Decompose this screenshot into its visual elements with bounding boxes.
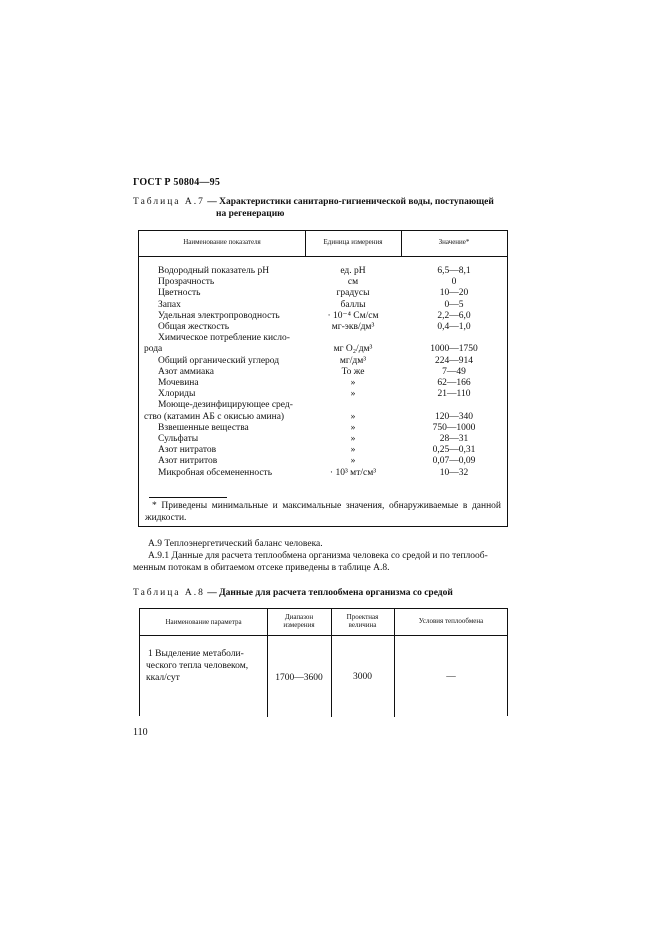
table-a8-col-range bbox=[267, 613, 331, 629]
table-a8-divider bbox=[394, 609, 395, 717]
table-a7-row-name: Общий органический углерод bbox=[158, 355, 280, 366]
table-a7-row-value: 62—166 bbox=[437, 378, 471, 388]
section-a9-title: А.9 Теплоэнергетический баланс человека. bbox=[148, 539, 323, 549]
table-a7-row-unit: » bbox=[350, 378, 356, 388]
table-a7-col-unit: Единица измерения bbox=[323, 238, 383, 246]
table-a7-row-name: Прозрачность bbox=[158, 277, 215, 288]
table-a7-row-name: Азот аммиака bbox=[158, 366, 214, 377]
table-a7-row-value: 0—5 bbox=[444, 299, 464, 310]
table-a7-row-unit: » bbox=[350, 445, 356, 456]
table-a8-row1-name-2: ческого тепла человеком, bbox=[146, 661, 249, 671]
table-a7-row-value: 224—914 bbox=[435, 355, 473, 366]
table-a8-row1-name-3: ккал/сут bbox=[146, 673, 180, 683]
table-a7-row-unit: » bbox=[350, 389, 356, 400]
table-a8-col-name: Наименование параметра bbox=[165, 618, 242, 626]
table-a7-row-unit: То же bbox=[341, 366, 365, 377]
table-a7-row-value: 10—20 bbox=[439, 288, 469, 299]
table-a7-row-value: 10—32 bbox=[439, 467, 469, 478]
table-a8-col-design-l1: Проектная bbox=[346, 613, 379, 621]
table-a8-title: — Данные для расчета теплообмена организма со средой bbox=[204, 588, 453, 598]
table-a7-row-name: Моюще-дезинфицирующее сред- bbox=[158, 400, 293, 411]
table-a7-row-name: Взвешенные вещества bbox=[158, 422, 249, 433]
table-a7-row-name: Мочевина bbox=[158, 378, 199, 388]
table-a7-row-name: Удельная электропроводность bbox=[158, 310, 280, 321]
table-a7 bbox=[138, 230, 508, 527]
table-a8-caption bbox=[133, 587, 453, 599]
table-a8-label: Таблица А.8 bbox=[133, 588, 205, 598]
table-a7-row-unit: градусы bbox=[336, 288, 370, 299]
table-a7-title: — Характеристики санитарно-гигиенической воды, поступающей bbox=[204, 197, 494, 207]
table-a7-row-unit: · 10³ мт/см³ bbox=[329, 467, 377, 478]
table-a8 bbox=[139, 608, 508, 716]
table-a8-header-rule bbox=[140, 635, 507, 636]
table-a7-row-name: Общая жесткость bbox=[158, 322, 230, 332]
table-a7-row-value: 28—31 bbox=[439, 434, 469, 444]
table-a7-row-unit: мг/дм³ bbox=[339, 355, 367, 366]
table-a7-row-value: 1000—1750 bbox=[430, 344, 478, 355]
table-a8-col-design-l2: величина bbox=[348, 621, 377, 629]
table-a7-row-name: Хлориды bbox=[158, 389, 196, 400]
table-a7-row-value: 0,25—0,31 bbox=[432, 445, 476, 456]
table-a7-row-name: Водородный показатель рН bbox=[158, 266, 270, 276]
table-a7-row-value: 0,4—1,0 bbox=[437, 322, 471, 332]
table-a8-row1-conditions: — bbox=[446, 672, 456, 682]
table-a7-row-value: 7—49 bbox=[442, 366, 466, 377]
table-a7-row-unit: баллы bbox=[340, 299, 366, 310]
footnote-rule bbox=[149, 497, 227, 498]
table-a7-row-unit: см bbox=[347, 277, 359, 288]
table-a7-row-name: Азот нитритов bbox=[158, 456, 218, 467]
table-a7-row-value: 2,2—6,0 bbox=[437, 310, 471, 321]
table-a7-title-cont: на регенерацию bbox=[216, 209, 285, 219]
table-a7-col-value: Значение* bbox=[438, 238, 470, 246]
table-a7-row-name: Микробная обсемененность bbox=[158, 467, 273, 478]
section-a9-text-1: А.9.1 Данные для расчета теплообмена организма человека со средой и по теплооб- bbox=[148, 551, 488, 561]
document-header: ГОСТ Р 50804—95 bbox=[133, 177, 221, 188]
table-a7-row-name: Азот нитратов bbox=[158, 445, 217, 456]
table-a7-row-value: 0 bbox=[451, 277, 457, 288]
table-a7-row-unit: мг-экв/дм³ bbox=[331, 322, 375, 332]
page-number: 110 bbox=[133, 727, 148, 738]
table-a7-footnote: * Приведены минимальные и максимальные значения, обнаруживаемые в данной жидкости. bbox=[145, 501, 501, 523]
table-a7-row-unit: мг О₂/дм³ bbox=[333, 344, 373, 355]
table-a7-row-unit: ед. рН bbox=[340, 266, 366, 276]
table-a8-col-range-l1: Диапазон bbox=[284, 613, 314, 621]
table-a7-caption bbox=[133, 196, 494, 208]
table-a7-row-unit: » bbox=[350, 411, 356, 422]
table-a7-row-unit: » bbox=[350, 456, 356, 467]
section-a9-text-2: менным потокам в обитаемом отсеке приведены в таблице А.8. bbox=[133, 563, 390, 573]
table-a7-row-name: Запах bbox=[158, 299, 181, 310]
table-a7-caption-cont bbox=[216, 208, 284, 220]
table-a7-col-name: Наименование показателя bbox=[183, 238, 261, 246]
table-a7-row-name: ство (катамин АБ с окисью амина) bbox=[144, 411, 285, 422]
table-a7-row-name: Цветность bbox=[158, 288, 201, 299]
table-a7-row-name: Сульфаты bbox=[158, 434, 199, 444]
table-a7-row-value: 6,5—8,1 bbox=[437, 266, 471, 276]
table-a8-row1-range: 1700—3600 bbox=[275, 673, 323, 683]
table-a8-col-range-l2: измерения bbox=[283, 621, 315, 629]
table-a7-row-value: 21—110 bbox=[437, 389, 471, 400]
table-a8-row1-name-1: 1 Выделение метаболи- bbox=[148, 649, 244, 659]
table-a8-col-conditions: Условия теплообмена bbox=[418, 617, 484, 625]
table-a7-row-unit: · 10⁻⁴ См/см bbox=[327, 310, 379, 321]
table-a7-row-name: Химическое потребление кисло- bbox=[158, 333, 290, 344]
table-a7-row-value: 120—340 bbox=[435, 411, 473, 422]
table-a7-row-name: рода bbox=[144, 344, 163, 355]
table-a7-row-value: 0,07—0,09 bbox=[432, 456, 476, 467]
table-a7-row-unit: » bbox=[350, 434, 356, 444]
table-a7-row-unit: » bbox=[350, 422, 356, 433]
table-a7-label: Таблица А.7 bbox=[133, 197, 205, 207]
table-a8-col-design bbox=[331, 613, 394, 629]
table-a8-row1-design: 3000 bbox=[353, 672, 372, 682]
table-a7-row-value: 750—1000 bbox=[432, 422, 476, 433]
